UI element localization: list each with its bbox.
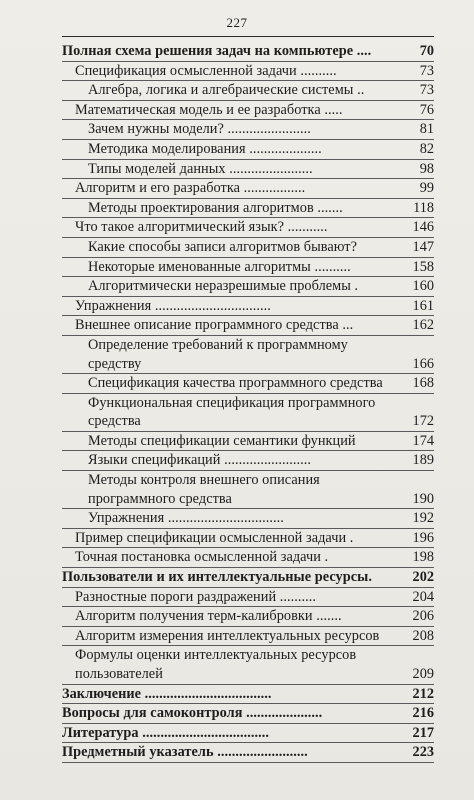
- toc-entry: [62, 81, 434, 101]
- toc-entry-title: Предметный указатель .........................: [62, 744, 308, 761]
- toc-entry-title: Заключение ...................................: [62, 685, 272, 702]
- toc-entry: [62, 724, 434, 744]
- toc-entry-page: 168: [412, 375, 434, 392]
- toc-entry-page: 208: [412, 627, 434, 644]
- toc-entry: [62, 743, 434, 763]
- toc-entry: [62, 160, 434, 180]
- toc-entry: [62, 471, 434, 509]
- toc-entry: [62, 258, 434, 278]
- toc-entry-page: 192: [412, 510, 434, 527]
- toc-entry: [62, 336, 434, 374]
- toc-entry-title: Разностные пороги раздражений ..........: [75, 588, 317, 605]
- toc-entry: [62, 548, 434, 568]
- toc-entry-page: 161: [412, 297, 434, 314]
- toc-entry-title: Методы спецификации семантики функций: [88, 432, 356, 449]
- toc-entry-page: 146: [412, 219, 434, 236]
- toc-entry-title: Алгоритмически неразрешимые проблемы .: [88, 278, 359, 295]
- toc-entry: [62, 568, 434, 588]
- toc-entry-title: Алгоритм получения терм-калибровки .......: [75, 608, 342, 625]
- toc-entry: [62, 218, 434, 238]
- toc-entry-page: 217: [412, 724, 434, 741]
- toc-entry-title: Пример спецификации осмысленной задачи .: [75, 529, 354, 546]
- header-rule: [62, 36, 434, 37]
- toc-entry-page: 70: [419, 43, 434, 59]
- toc-entry: [62, 685, 434, 705]
- toc-entry-title: Алгоритм измерения интеллектуальных ресурсов: [75, 627, 380, 644]
- toc-entry-title: Методика моделирования ....................: [88, 140, 322, 157]
- toc-entry-page: 82: [419, 140, 434, 157]
- toc-entry-page: 166: [412, 355, 434, 372]
- toc-entry-title: Формулы оценки интеллектуальных ресурсов пользователей: [75, 647, 357, 682]
- toc-entry-title: Типы моделей данных .......................: [88, 160, 313, 177]
- toc-entry: [62, 704, 434, 724]
- toc-entry-title: Что такое алгоритмический язык? ...........: [75, 219, 328, 236]
- toc-entry-page: 99: [419, 180, 434, 197]
- toc-entry: [62, 101, 434, 121]
- toc-entry-page: 223: [412, 744, 434, 761]
- toc-entry-page: 73: [419, 62, 434, 79]
- toc-entry-page: 76: [419, 101, 434, 118]
- toc-entry: [62, 646, 434, 684]
- toc-entry-title: Зачем нужны модели? .......................: [88, 121, 311, 138]
- toc-entry: [62, 607, 434, 627]
- toc-entry-title: Алгоритм и его разработка .................: [75, 180, 306, 197]
- toc-entry-page: 158: [412, 258, 434, 275]
- toc-entry-page: 209: [412, 666, 434, 682]
- toc-entry-title: Спецификация качества программного средства: [88, 375, 383, 392]
- toc-entry: [62, 316, 434, 336]
- toc-entry-page: 73: [419, 82, 434, 99]
- toc-entry-title: Внешнее описание программного средства ...: [75, 317, 354, 334]
- toc-entry-title: Пользователи и их интеллектуальные ресурсы.: [62, 569, 372, 586]
- toc-entry-page: 198: [412, 549, 434, 566]
- toc-entry-title: Методы контроля внешнего описания программного средства: [88, 472, 320, 507]
- toc-entry-title: Литература ...................................: [62, 724, 270, 741]
- toc-entry: [62, 277, 434, 297]
- toc-entry: [62, 451, 434, 471]
- toc-entry-page: 160: [412, 278, 434, 295]
- toc-entry: [62, 140, 434, 160]
- toc-entry-page: 206: [412, 608, 434, 625]
- toc-entry-title: Определение требований к программному средству: [88, 336, 348, 372]
- page-number: 227: [226, 15, 248, 30]
- toc-entry-page: 212: [412, 685, 434, 702]
- toc-entry-title: Вопросы для самоконтроля .....................: [62, 705, 323, 722]
- toc-entry: [62, 627, 434, 647]
- toc-entry-title: Упражнения ................................: [75, 297, 271, 314]
- toc-entry-title: Методы проектирования алгоритмов .......: [88, 199, 343, 216]
- toc-entry-page: 98: [419, 160, 434, 177]
- toc-entry-page: 190: [412, 490, 434, 507]
- toc-entry-page: 189: [412, 452, 434, 469]
- toc-entry-title: Алгебра, логика и алгебраические системы ..: [88, 82, 365, 99]
- toc-entry: [62, 42, 434, 62]
- toc-entry: [62, 432, 434, 452]
- toc-entry: [62, 179, 434, 199]
- toc-entry: [62, 509, 434, 529]
- toc-entry-page: 216: [412, 705, 434, 722]
- toc-entry: [62, 199, 434, 219]
- toc-entry-title: Некоторые именованные алгоритмы ..........: [88, 258, 351, 275]
- toc-entry-title: Языки спецификаций ........................: [88, 452, 312, 469]
- toc-entry: [62, 588, 434, 608]
- toc-entry-title: Точная постановка осмысленной задачи .: [75, 549, 329, 566]
- toc-entry-title: Полная схема решения задач на компьютере ....: [62, 43, 372, 59]
- toc-entry: [62, 238, 434, 258]
- toc-entry-page: 202: [412, 569, 434, 586]
- toc-entry-title: Какие способы записи алгоритмов бывают?: [88, 238, 357, 255]
- toc-entry-page: 81: [419, 121, 434, 138]
- toc-entry-page: 172: [412, 413, 434, 430]
- toc-entry-title: Спецификация осмысленной задачи ..........: [75, 62, 337, 79]
- toc-entry-page: 118: [413, 199, 434, 216]
- toc-entry: [62, 394, 434, 432]
- toc-entry: [62, 120, 434, 140]
- toc-entry: [62, 62, 434, 82]
- toc-entry-title: Функциональная спецификация программного средства: [88, 394, 376, 430]
- toc-entry-page: 162: [412, 317, 434, 334]
- toc-entry: [62, 297, 434, 317]
- toc-entry-title: Математическая модель и ее разработка .....: [75, 101, 343, 118]
- toc-entry: [62, 374, 434, 394]
- toc-entry-page: 204: [412, 588, 434, 605]
- toc-entry: [62, 529, 434, 549]
- toc-entry-title: Упражнения ................................: [88, 510, 284, 527]
- table-of-contents: [62, 42, 434, 763]
- toc-entry-page: 196: [412, 529, 434, 546]
- toc-entry-page: 147: [412, 238, 434, 255]
- toc-entry-page: 174: [412, 432, 434, 449]
